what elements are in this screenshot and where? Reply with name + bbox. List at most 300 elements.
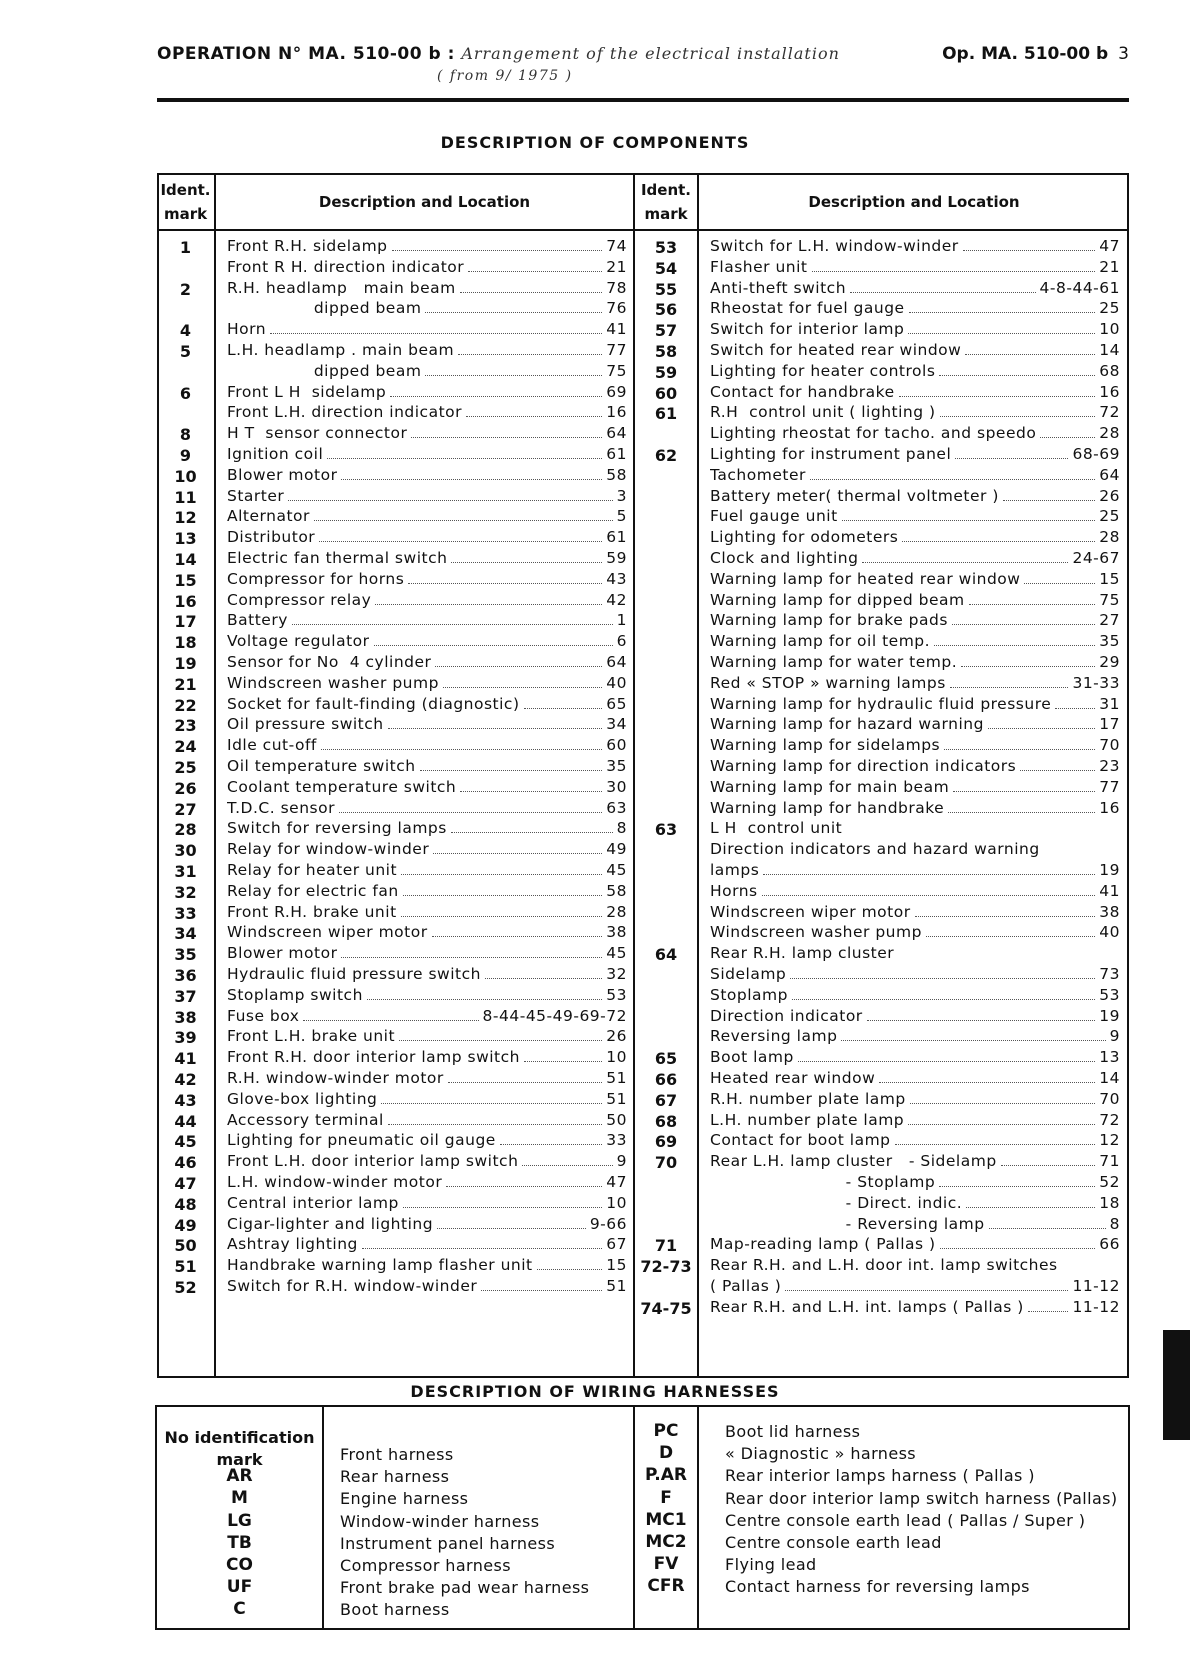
- header-rule: [157, 98, 1129, 102]
- leader-dots: [374, 632, 613, 646]
- location-ref: 12: [1099, 1131, 1120, 1150]
- location-ref: 53: [1099, 985, 1120, 1004]
- location-ref: 31: [1099, 694, 1120, 713]
- ident-mark: 46: [174, 1153, 197, 1173]
- location-ref: 6: [616, 632, 627, 651]
- description-text: Warning lamp for brake pads: [710, 611, 948, 630]
- location-ref: 23: [1099, 757, 1120, 775]
- description-text: Sidelamp: [710, 965, 787, 983]
- description-text: R.H. headlamp main beam: [227, 278, 456, 297]
- location-ref: 30: [606, 777, 627, 796]
- leader-dots: [522, 1152, 612, 1166]
- component-description: [227, 466, 627, 488]
- location-ref: 68-69: [1072, 445, 1120, 463]
- location-ref: 28: [1099, 424, 1120, 443]
- ident-mark: 59: [654, 362, 678, 382]
- leader-dots: [537, 1256, 603, 1270]
- location-ref: 5: [616, 507, 627, 526]
- leader-dots: [1040, 424, 1095, 438]
- location-ref: 76: [606, 299, 627, 318]
- leader-dots: [867, 1007, 1096, 1021]
- components-title: DESCRIPTION OF COMPONENTS: [440, 133, 750, 152]
- description-text: Relay for heater unit: [227, 861, 398, 879]
- location-ref: 73: [1099, 965, 1120, 983]
- component-description: [227, 362, 627, 384]
- component-description: [710, 1277, 1120, 1299]
- component-description: [227, 1027, 627, 1049]
- component-description: [710, 1090, 1120, 1112]
- description-text: Blower motor: [227, 944, 338, 963]
- leader-dots: [955, 445, 1068, 459]
- harness-mark: AR: [226, 1466, 253, 1487]
- component-description: [227, 944, 627, 966]
- leader-dots: [915, 903, 1096, 917]
- location-ref: 52: [1099, 1173, 1120, 1191]
- description-text: Switch for R.H. window-winder: [227, 1277, 478, 1295]
- ident-mark: 19: [174, 654, 197, 673]
- ident-mark: 17: [174, 612, 197, 632]
- leader-dots: [948, 799, 1095, 813]
- description-text: Battery meter( thermal voltmeter ): [710, 486, 999, 505]
- location-ref: 11-12: [1072, 1297, 1120, 1316]
- ident-mark: 32: [174, 882, 197, 902]
- location-ref: 66: [1099, 1235, 1120, 1254]
- description-text: Battery: [227, 611, 288, 630]
- description-text: - Stoplamp: [710, 1173, 936, 1191]
- ident-mark: 41: [174, 1049, 197, 1069]
- component-description: [710, 403, 1120, 425]
- component-description: [710, 237, 1120, 259]
- ident-mark: 39: [174, 1028, 197, 1048]
- component-description: [227, 632, 627, 654]
- component-description: [710, 611, 1120, 633]
- description-text: Front R H. direction indicator: [227, 257, 465, 276]
- harness-description: Rear door interior lamp switch harness (Pallas): [725, 1488, 1118, 1508]
- divider: [697, 173, 699, 1378]
- description-text: Horns: [710, 881, 758, 900]
- description-text: Red « STOP » warning lamps: [710, 673, 946, 692]
- harness-description: Flying lead: [725, 1555, 817, 1575]
- ident-mark: 68: [654, 1111, 678, 1131]
- location-ref: 35: [606, 757, 627, 775]
- ident-mark: 38: [174, 1007, 197, 1027]
- location-ref: 69: [606, 382, 627, 401]
- leader-dots: [850, 279, 1036, 293]
- description-text: Direction indicators and hazard warning: [710, 840, 1040, 859]
- component-description: [227, 757, 627, 779]
- location-ref: 59: [606, 549, 627, 567]
- leader-dots: [926, 923, 1095, 937]
- component-description: [710, 778, 1120, 800]
- component-description: [227, 487, 627, 509]
- location-ref: 8-44-45-49-69-72: [482, 1006, 627, 1025]
- ident-mark: 10: [174, 466, 197, 486]
- component-description: [227, 1277, 627, 1299]
- component-description: [710, 1027, 1120, 1049]
- leader-dots: [446, 1173, 602, 1187]
- description-text: Warning lamp for dipped beam: [710, 590, 965, 609]
- description-text: Lighting rheostat for tacho. and speedo: [710, 424, 1037, 443]
- description-text: R.H control unit ( lighting ): [710, 403, 936, 422]
- location-ref: 9: [616, 1152, 627, 1171]
- location-ref: 68: [1099, 361, 1120, 380]
- description-text: Tachometer: [710, 465, 806, 484]
- harness-mark: M: [231, 1488, 248, 1509]
- leader-dots: [846, 819, 1116, 833]
- ident-mark: 34: [174, 924, 197, 944]
- ident-mark: 37: [174, 986, 197, 1006]
- component-description: [710, 258, 1120, 280]
- description-header: Description and Location: [808, 193, 1020, 211]
- ident-mark: 2: [179, 279, 192, 299]
- location-ref: 64: [606, 653, 627, 671]
- leader-dots: [448, 1069, 602, 1083]
- component-description: [227, 799, 627, 821]
- description-text: Front L H sidelamp: [227, 382, 387, 401]
- description-text: Lighting for odometers: [710, 528, 899, 547]
- harness-mark: D: [658, 1443, 674, 1464]
- component-description: [227, 341, 627, 363]
- description-text: Oil pressure switch: [227, 715, 384, 734]
- component-description: [227, 258, 627, 280]
- leader-dots: [303, 1007, 478, 1021]
- component-description: [227, 1215, 627, 1237]
- ident-mark: 30: [174, 841, 197, 861]
- description-text: R.H. number plate lamp: [710, 1089, 906, 1108]
- harnesses-title: DESCRIPTION OF WIRING HARNESSES: [410, 1382, 780, 1401]
- description-text: Front L.H. door interior lamp switch: [227, 1152, 519, 1171]
- ident-mark: 65: [654, 1049, 678, 1069]
- description-text: dipped beam: [227, 361, 422, 380]
- leader-dots: [388, 1111, 603, 1125]
- component-description: [227, 986, 627, 1008]
- component-description: [710, 695, 1120, 717]
- ident-mark: 11: [174, 487, 197, 507]
- location-ref: 11-12: [1072, 1277, 1120, 1295]
- description-text: L.H. headlamp . main beam: [227, 341, 455, 359]
- component-description: [227, 445, 627, 467]
- ident-mark: 61: [654, 404, 678, 424]
- location-ref: 40: [606, 673, 627, 692]
- leader-dots: [841, 1027, 1105, 1041]
- harness-mark: C: [233, 1599, 246, 1620]
- leader-dots: [392, 237, 603, 251]
- location-ref: 72: [1099, 403, 1120, 422]
- harness-description: Compressor harness: [340, 1556, 511, 1575]
- leader-dots: [934, 632, 1095, 646]
- harness-mark: TB: [227, 1532, 252, 1553]
- leader-dots: [961, 653, 1095, 667]
- component-description: [710, 632, 1120, 654]
- op-reference: [942, 44, 1129, 64]
- location-ref: 17: [1099, 715, 1120, 734]
- location-ref: 70: [1099, 736, 1120, 755]
- component-description: [227, 1194, 627, 1216]
- leader-dots: [485, 965, 602, 979]
- leader-dots: [458, 341, 602, 355]
- description-text: Hydraulic fluid pressure switch: [227, 965, 481, 983]
- harness-mark: CFR: [647, 1576, 685, 1597]
- location-ref: 13: [1099, 1048, 1120, 1067]
- leader-dots: [1001, 1152, 1096, 1166]
- location-ref: 8: [1109, 1214, 1120, 1233]
- leader-dots: [763, 861, 1095, 875]
- leader-dots: [433, 840, 602, 854]
- description-text: Lighting for pneumatic oil gauge: [227, 1131, 496, 1150]
- component-description: [227, 861, 627, 883]
- location-ref: 61: [606, 445, 627, 463]
- location-ref: 75: [606, 361, 627, 380]
- component-description: [227, 1048, 627, 1070]
- description-text: Front R.H. door interior lamp switch: [227, 1048, 520, 1067]
- component-description: [710, 1069, 1120, 1091]
- description-text: Compressor for horns: [227, 569, 405, 588]
- leader-dots: [403, 882, 603, 896]
- leader-dots: [460, 778, 602, 792]
- component-description: [710, 320, 1120, 342]
- ident-mark: 12: [174, 508, 197, 528]
- description-text: Warning lamp for water temp.: [710, 653, 958, 671]
- ident-mark: 70: [654, 1153, 678, 1173]
- harness-description: Centre console earth lead ( Pallas / Super ): [725, 1510, 1086, 1530]
- leader-dots: [1020, 757, 1095, 771]
- leader-dots: [339, 799, 602, 813]
- description-text: Contact for boot lamp: [710, 1131, 891, 1150]
- description-text: Voltage regulator: [227, 632, 370, 651]
- location-ref: 14: [1099, 1069, 1120, 1087]
- description-text: lamps: [710, 861, 760, 879]
- description-text: Anti-theft switch: [710, 278, 847, 297]
- location-ref: 32: [606, 965, 627, 983]
- location-ref: 60: [606, 736, 627, 755]
- leader-dots: [1055, 695, 1095, 709]
- harness-mark: UF: [226, 1577, 253, 1598]
- description-text: Windscreen washer pump: [227, 673, 439, 692]
- component-description: [710, 1298, 1120, 1320]
- location-ref: 43: [606, 569, 627, 588]
- ident-mark: 14: [174, 550, 197, 569]
- location-ref: 78: [606, 278, 627, 297]
- ident-mark: 1: [179, 238, 192, 257]
- leader-dots: [908, 320, 1095, 334]
- leader-dots: [785, 1277, 1068, 1291]
- op-ref-label: Op. MA. 510-00 b: [942, 44, 1109, 64]
- divider: [214, 173, 216, 1378]
- leader-dots: [902, 528, 1095, 542]
- leader-dots: [399, 1027, 602, 1041]
- description-text: Ignition coil: [227, 445, 324, 463]
- leader-dots: [966, 1194, 1095, 1208]
- leader-dots: [1028, 1298, 1069, 1312]
- location-ref: 75: [1099, 590, 1120, 609]
- component-description: [710, 819, 1120, 841]
- ident-mark-header: Ident. mark: [160, 181, 211, 223]
- location-ref: 51: [606, 1089, 627, 1108]
- ident-mark: 69: [654, 1132, 678, 1152]
- location-ref: 26: [606, 1027, 627, 1046]
- component-description: [227, 1131, 627, 1153]
- description-text: Stoplamp switch: [227, 985, 363, 1004]
- leader-dots: [1024, 570, 1095, 584]
- description-text: - Direct. indic.: [710, 1193, 963, 1212]
- leader-dots: [481, 1277, 602, 1291]
- component-description: [710, 944, 1120, 966]
- component-description: [227, 299, 627, 321]
- leader-dots: [899, 383, 1096, 397]
- component-description: [710, 1215, 1120, 1237]
- location-ref: 61: [606, 528, 627, 547]
- ident-mark: 24: [174, 737, 197, 757]
- location-ref: 16: [606, 403, 627, 422]
- ident-mark: 15: [174, 570, 197, 590]
- ident-mark: 28: [174, 820, 197, 840]
- location-ref: 19: [1099, 1006, 1120, 1025]
- description-text: Front L.H. direction indicator: [227, 403, 463, 422]
- leader-dots: [425, 362, 602, 376]
- harness-description: Contact harness for reversing lamps: [725, 1577, 1030, 1597]
- harness-description: Window-winder harness: [340, 1511, 540, 1531]
- location-ref: 14: [1099, 341, 1120, 359]
- leader-dots: [327, 445, 602, 459]
- location-ref: 4-8-44-61: [1039, 278, 1120, 297]
- description-text: Front R.H. sidelamp: [227, 237, 388, 255]
- description-text: Alternator: [227, 507, 310, 526]
- leader-dots: [435, 653, 602, 667]
- leader-dots: [810, 466, 1095, 480]
- description-text: Warning lamp for direction indicators: [710, 757, 1017, 775]
- description-text: Stoplamp: [710, 985, 788, 1004]
- harness-mark: P.AR: [644, 1465, 688, 1486]
- description-text: Windscreen wiper motor: [710, 902, 911, 921]
- ident-mark: 53: [654, 238, 678, 257]
- location-ref: 21: [1099, 257, 1120, 276]
- harness-mark: MC2: [645, 1532, 687, 1552]
- leader-dots: [939, 1173, 1095, 1187]
- component-description: [710, 736, 1120, 758]
- description-text: Fuse box: [227, 1006, 300, 1025]
- component-description: [227, 923, 627, 945]
- leader-dots: [895, 1131, 1096, 1145]
- divider: [322, 1405, 324, 1630]
- component-description: [710, 674, 1120, 696]
- operation-title: [157, 44, 840, 64]
- ident-mark-header: Ident. mark: [640, 181, 692, 223]
- leader-dots: [910, 1090, 1096, 1104]
- description-text: ( Pallas ): [710, 1277, 782, 1295]
- ident-mark: 6: [179, 383, 192, 403]
- description-text: H T sensor connector: [227, 424, 408, 443]
- component-description: [227, 1069, 627, 1091]
- ident-mark: 47: [174, 1174, 197, 1193]
- component-description: [227, 611, 627, 633]
- ident-mark: 71: [654, 1236, 678, 1256]
- description-text: Clock and lighting: [710, 549, 859, 567]
- location-ref: 9: [1109, 1027, 1120, 1046]
- component-description: [227, 1152, 627, 1174]
- description-text: T.D.C. sensor: [227, 798, 335, 817]
- ident-mark: 66: [654, 1070, 678, 1089]
- harness-mark: PC: [653, 1421, 679, 1441]
- description-text: Compressor relay: [227, 590, 372, 609]
- description-text: - Reversing lamp: [710, 1214, 985, 1233]
- ident-mark: 62: [654, 446, 678, 465]
- description-text: Lighting for heater controls: [710, 361, 936, 380]
- leader-dots: [432, 923, 603, 937]
- component-description: [710, 715, 1120, 737]
- leader-dots: [270, 320, 602, 334]
- description-text: Switch for heated rear window: [710, 341, 962, 359]
- ident-mark: 48: [174, 1194, 197, 1214]
- component-description: [710, 466, 1120, 488]
- description-text: Glove-box lighting: [227, 1089, 378, 1108]
- leader-dots: [408, 570, 602, 584]
- leader-dots: [319, 528, 602, 542]
- ident-mark: 64: [654, 945, 678, 965]
- component-description: [227, 424, 627, 446]
- component-description: [710, 570, 1120, 592]
- leader-dots: [792, 986, 1095, 1000]
- page-number: 3: [1118, 44, 1129, 64]
- component-description: [227, 674, 627, 696]
- leader-dots: [965, 341, 1095, 355]
- location-ref: 10: [606, 1048, 627, 1067]
- location-ref: 49: [606, 840, 627, 859]
- harness-ident-header-mark: mark: [216, 1450, 263, 1469]
- location-ref: 10: [606, 1193, 627, 1212]
- leader-dots: [341, 944, 602, 958]
- component-description: [227, 965, 627, 987]
- location-ref: 41: [1099, 881, 1120, 900]
- harness-description: Front harness: [340, 1445, 454, 1464]
- ident-mark: 4: [179, 321, 192, 341]
- description-text: Warning lamp for hydraulic fluid pressure: [710, 694, 1052, 713]
- ident-mark: 74-75: [640, 1298, 692, 1318]
- ident-mark: 36: [174, 966, 197, 985]
- operation-subtitle: Arrangement of the electrical installation: [461, 44, 840, 63]
- ident-mark: 22: [174, 695, 197, 715]
- leader-dots: [500, 1131, 602, 1145]
- description-text: Fuel gauge unit: [710, 507, 838, 526]
- leader-dots: [524, 695, 603, 709]
- ident-mark: 60: [654, 383, 678, 403]
- ident-mark: 72-73: [640, 1257, 692, 1277]
- leader-dots: [1044, 840, 1116, 854]
- component-description: [710, 1235, 1120, 1257]
- leader-dots: [403, 1194, 602, 1208]
- location-ref: 47: [1099, 237, 1120, 255]
- harness-description: « Diagnostic » harness: [725, 1444, 917, 1464]
- ident-mark: 31: [174, 862, 197, 881]
- leader-dots: [842, 507, 1096, 521]
- location-ref: 16: [1099, 798, 1120, 817]
- component-description: [227, 383, 627, 405]
- component-description: [710, 341, 1120, 363]
- location-ref: 47: [606, 1173, 627, 1191]
- description-text: Warning lamp for oil temp.: [710, 632, 931, 651]
- leader-dots: [420, 757, 603, 771]
- component-description: [227, 882, 627, 904]
- page-edge-tab: [1163, 1330, 1190, 1440]
- location-ref: 50: [606, 1110, 627, 1129]
- leader-dots: [362, 1235, 602, 1249]
- description-text: Windscreen wiper motor: [227, 923, 428, 942]
- location-ref: 77: [606, 341, 627, 359]
- leader-dots: [443, 674, 602, 688]
- description-text: Relay for window-winder: [227, 840, 430, 859]
- leader-dots: [944, 736, 1095, 750]
- ident-mark: 25: [174, 758, 197, 777]
- ident-mark: 55: [654, 279, 678, 299]
